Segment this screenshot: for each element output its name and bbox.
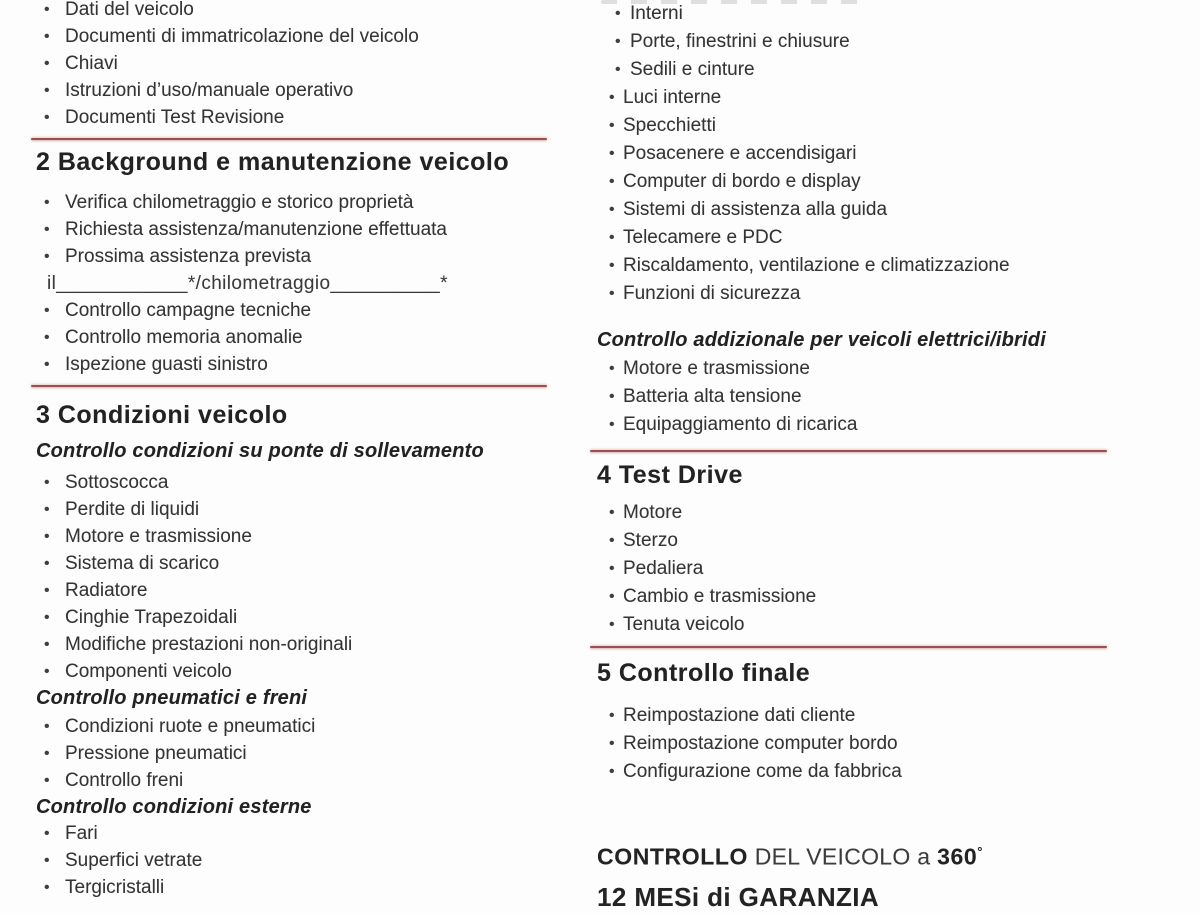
list-item: • Controllo freni xyxy=(36,767,552,794)
tyres-brakes-checklist xyxy=(36,713,552,794)
list-item: • Superfici vetrate xyxy=(36,847,552,874)
interior-checklist xyxy=(597,0,1117,308)
list-item: • Radiatore xyxy=(36,577,552,604)
exterior-checklist xyxy=(36,820,552,901)
footer-controllo-bold: CONTROLLO xyxy=(597,843,749,870)
list-item: • Pressione pneumatici xyxy=(36,740,552,767)
list-item: • Sedili e cinture xyxy=(597,56,1117,84)
list-item: • Telecamere e PDC xyxy=(597,224,1117,252)
list-item: • Istruzioni d’uso/manuale operativo xyxy=(36,77,552,104)
list-item: • Fari xyxy=(36,820,552,847)
section-divider xyxy=(31,138,547,140)
list-item: • Specchietti xyxy=(597,112,1117,140)
list-item: • Modifiche prestazioni non-originali xyxy=(36,631,552,658)
list-item: • Condizioni ruote e pneumatici xyxy=(36,713,552,740)
left-column xyxy=(36,0,552,901)
list-item: • Controllo campagne tecniche xyxy=(36,297,552,324)
lift-check-subheading: Controllo condizioni su ponte di sollevamento xyxy=(36,440,484,462)
list-item: • Motore xyxy=(597,499,1117,527)
list-item: • Richiesta assistenza/manutenzione effettuata xyxy=(36,216,552,243)
list-item: • Verifica chilometraggio e storico proprietà xyxy=(36,189,552,216)
list-item: • Controllo memoria anomalie xyxy=(36,324,552,351)
list-item: • Equipaggiamento di ricarica xyxy=(597,411,1117,439)
list-item: • Ispezione guasti sinistro xyxy=(36,351,552,378)
list-item: • Cinghie Trapezoidali xyxy=(36,604,552,631)
ev-hybrid-subheading: Controllo addizionale per veicoli elettrici/ibridi xyxy=(597,329,1046,351)
list-item: • Sottoscocca xyxy=(36,469,552,496)
section-2-heading: 2 Background e manutenzione veicolo xyxy=(36,148,510,176)
exterior-subheading: Controllo condizioni esterne xyxy=(36,796,312,818)
footer-middle-text: DEL VEICOLO a xyxy=(748,843,938,870)
list-item: • Luci interne xyxy=(597,84,1117,112)
list-item: • Sterzo xyxy=(597,527,1117,555)
background-checklist-part2 xyxy=(36,297,552,378)
list-item: • Documenti di immatricolazione del veicolo xyxy=(36,23,552,50)
list-item: • Documenti Test Revisione xyxy=(36,104,552,131)
final-check-checklist xyxy=(597,702,1117,786)
list-item: • Tenuta veicolo xyxy=(597,611,1117,639)
footer-garanzia-line: 12 MESi di GARANZIA xyxy=(597,881,880,912)
list-item: • Cambio e trasmissione xyxy=(597,583,1117,611)
list-item: • Funzioni di sicurezza xyxy=(597,280,1117,308)
tyres-brakes-subheading: Controllo pneumatici e freni xyxy=(36,687,308,709)
list-item: • Porte, finestrini e chiusure xyxy=(597,28,1117,56)
list-item: • Sistema di scarico xyxy=(36,550,552,577)
degree-symbol: ° xyxy=(977,844,984,859)
delivery-checklist xyxy=(36,0,552,131)
list-item: • Riscaldamento, ventilazione e climatizzazione xyxy=(597,252,1117,280)
background-checklist-part1 xyxy=(36,189,552,270)
list-item: • Motore e trasmissione xyxy=(36,523,552,550)
section-3-heading: 3 Condizioni veicolo xyxy=(36,401,288,429)
section-divider xyxy=(590,450,1107,452)
list-item: • Pedaliera xyxy=(597,555,1117,583)
section-4-heading: 4 Test Drive xyxy=(597,461,743,489)
list-item: • Prossima assistenza prevista xyxy=(36,243,552,270)
list-item: • Interni xyxy=(597,0,1117,28)
list-item: • Reimpostazione computer bordo xyxy=(597,730,1117,758)
list-item: • Chiavi xyxy=(36,50,552,77)
list-item: • Batteria alta tensione xyxy=(597,383,1117,411)
section-5-heading: 5 Controllo finale xyxy=(597,659,811,687)
footer-controllo-line xyxy=(597,838,1117,871)
list-item: • Posacenere e accendisigari xyxy=(597,140,1117,168)
list-item: • Computer di bordo e display xyxy=(597,168,1117,196)
list-item: • Configurazione come da fabbrica xyxy=(597,758,1117,786)
list-item: • Motore e trasmissione xyxy=(597,355,1117,383)
list-item: • Tergicristalli xyxy=(36,874,552,901)
section-divider xyxy=(31,385,547,387)
list-item: • Componenti veicolo xyxy=(36,658,552,685)
footer-360-bold: 360 xyxy=(937,843,978,870)
section-divider xyxy=(590,646,1107,648)
list-item: • Perdite di liquidi xyxy=(36,496,552,523)
fill-in-blanks-line: il____________*/chilometraggio__________* xyxy=(47,273,448,294)
list-item: • Reimpostazione dati cliente xyxy=(597,702,1117,730)
lift-checklist xyxy=(36,469,552,685)
list-item: • Sistemi di assistenza alla guida xyxy=(597,196,1117,224)
ev-hybrid-checklist xyxy=(597,355,1117,439)
list-item: • Dati del veicolo xyxy=(36,0,552,23)
test-drive-checklist xyxy=(597,499,1117,639)
right-column xyxy=(597,0,1117,913)
